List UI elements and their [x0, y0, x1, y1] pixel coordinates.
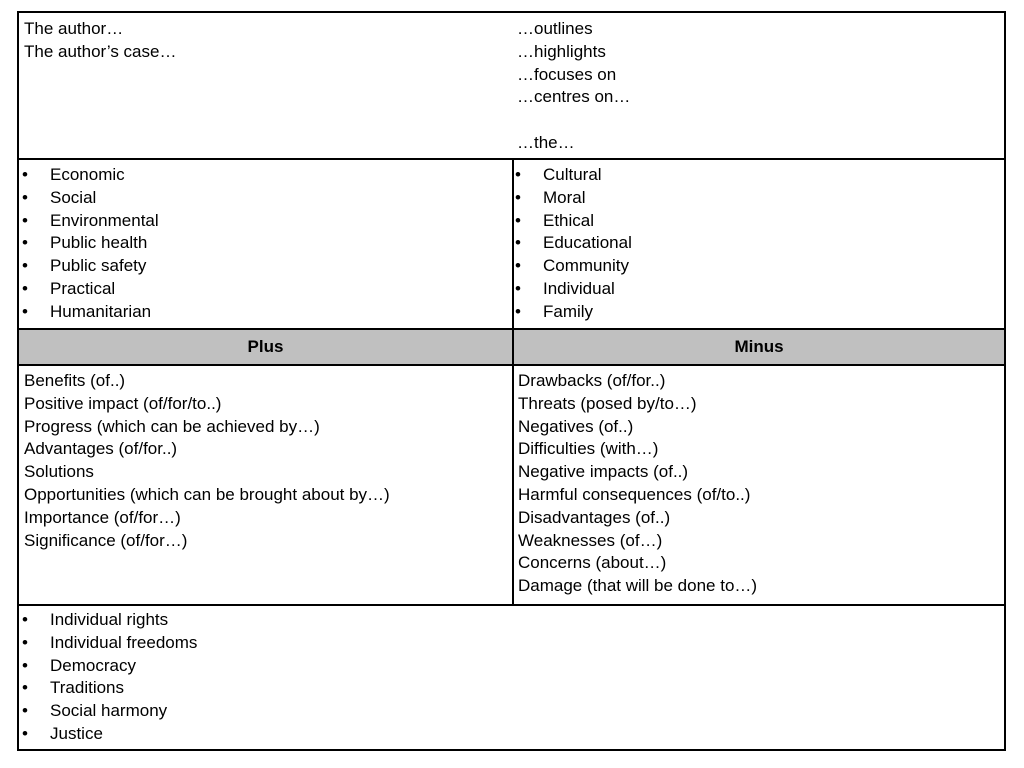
aspects-left-cell: [22, 164, 502, 324]
aspect-item: [515, 210, 995, 233]
minus-phrase: Weaknesses (of…): [518, 530, 663, 550]
bullet-icon: •: [22, 610, 28, 629]
aspect-item: [515, 278, 995, 301]
verb-phrase: …centres on…: [517, 87, 631, 107]
bullet-icon: •: [22, 165, 28, 184]
aspect-item: [22, 301, 502, 324]
plus-phrase: Advantages (of/for..): [24, 439, 178, 459]
bullet-icon: •: [515, 301, 521, 321]
phrase-table: [17, 11, 1006, 751]
list-item-label: Family: [543, 301, 594, 321]
bullet-icon: •: [22, 655, 28, 675]
minus-phrase: Concerns (about…): [518, 553, 667, 573]
bullet-icon: •: [515, 256, 521, 276]
list-item-label: Moral: [543, 187, 586, 207]
plus-phrase: Positive impact (of/for/to..): [24, 393, 222, 413]
plus-phrase: Benefits (of..): [24, 371, 126, 390]
list-item-label: Democracy: [50, 655, 136, 675]
minus-phrase: Harmful consequences (of/to..): [518, 484, 751, 504]
list-item-label: Social: [50, 187, 97, 207]
list-item-label: Social harmony: [50, 701, 168, 721]
value-item: [22, 700, 622, 723]
list-item-label: Economic: [50, 165, 125, 184]
column-divider: [512, 330, 514, 604]
value-item: [22, 632, 622, 655]
verb-phrase: …outlines: [517, 19, 593, 38]
values-list-cell: [22, 609, 622, 746]
aspect-item: [22, 255, 502, 278]
list-item-label: Public health: [50, 233, 148, 253]
verb-phrase: …focuses on: [517, 64, 617, 84]
aspect-item: [515, 232, 995, 255]
bullet-icon: •: [515, 165, 521, 184]
author-phrase: The author…: [24, 19, 124, 38]
minus-header: Minus: [514, 330, 1004, 364]
bullet-icon: •: [515, 233, 521, 253]
minus-phrase: Damage (that will be done to…): [518, 576, 758, 596]
list-item-label: Individual rights: [50, 610, 169, 629]
author-phrase: The author’s case…: [24, 41, 177, 61]
bullet-icon: •: [22, 210, 28, 230]
list-item-label: Educational: [543, 233, 632, 253]
aspect-item: [515, 187, 995, 210]
list-item-label: Individual: [543, 278, 615, 298]
bullet-icon: •: [22, 701, 28, 721]
author-verbs-cell: [517, 18, 997, 155]
minus-phrase: Threats (posed by/to…): [518, 393, 697, 413]
bullet-icon: •: [22, 723, 28, 743]
plus-phrase: Significance (of/for…): [24, 530, 188, 550]
list-item-label: Ethical: [543, 210, 595, 230]
plus-phrase: Opportunities (which can be brought about by…): [24, 484, 390, 504]
list-item-label: Environmental: [50, 210, 159, 230]
aspect-item: [22, 187, 502, 210]
aspect-item: [515, 255, 995, 278]
list-item-label: Individual freedoms: [50, 632, 198, 652]
bullet-icon: •: [515, 187, 521, 207]
bullet-icon: •: [515, 278, 521, 298]
list-item-label: Traditions: [50, 678, 125, 698]
verb-phrase: [517, 109, 997, 132]
aspect-item: [515, 164, 995, 187]
list-item-label: Community: [543, 256, 629, 276]
bullet-icon: •: [22, 632, 28, 652]
list-item-label: Practical: [50, 278, 116, 298]
value-item: [22, 609, 622, 632]
aspect-item: [515, 301, 995, 324]
bullet-icon: •: [22, 256, 28, 276]
bullet-icon: •: [22, 233, 28, 253]
bullet-icon: •: [22, 187, 28, 207]
minus-phrase: Drawbacks (of/for..): [518, 371, 666, 390]
minus-phrase: Disadvantages (of..): [518, 507, 671, 527]
column-divider: [512, 160, 514, 330]
bullet-icon: •: [515, 210, 521, 230]
plus-list-cell: [24, 370, 509, 552]
aspect-item: [22, 278, 502, 301]
author-intro-cell: [24, 18, 504, 64]
value-item: [22, 655, 622, 678]
plus-phrase: Progress (which can be achieved by…): [24, 416, 320, 436]
list-item-label: Humanitarian: [50, 301, 152, 321]
aspect-item: [22, 232, 502, 255]
aspects-right-cell: [515, 164, 995, 324]
bullet-icon: •: [22, 301, 28, 321]
minus-phrase: Difficulties (with…): [518, 439, 659, 459]
verb-phrase: …highlights: [517, 41, 606, 61]
value-item: [22, 677, 622, 700]
aspect-item: [22, 164, 502, 187]
value-item: [22, 723, 622, 746]
minus-phrase: Negatives (of..): [518, 416, 634, 436]
bullet-icon: •: [22, 278, 28, 298]
list-item-label: Justice: [50, 723, 103, 743]
list-item-label: Public safety: [50, 256, 147, 276]
bullet-icon: •: [22, 678, 28, 698]
plus-header: Plus: [19, 330, 512, 364]
aspect-item: [22, 210, 502, 233]
row-divider: [19, 604, 1004, 606]
plus-phrase: Solutions: [24, 462, 94, 482]
plus-phrase: Importance (of/for…): [24, 507, 181, 527]
minus-list-cell: [518, 370, 998, 598]
list-item-label: Cultural: [543, 165, 602, 184]
verb-phrase: …the…: [517, 132, 575, 152]
minus-phrase: Negative impacts (of..): [518, 462, 689, 482]
